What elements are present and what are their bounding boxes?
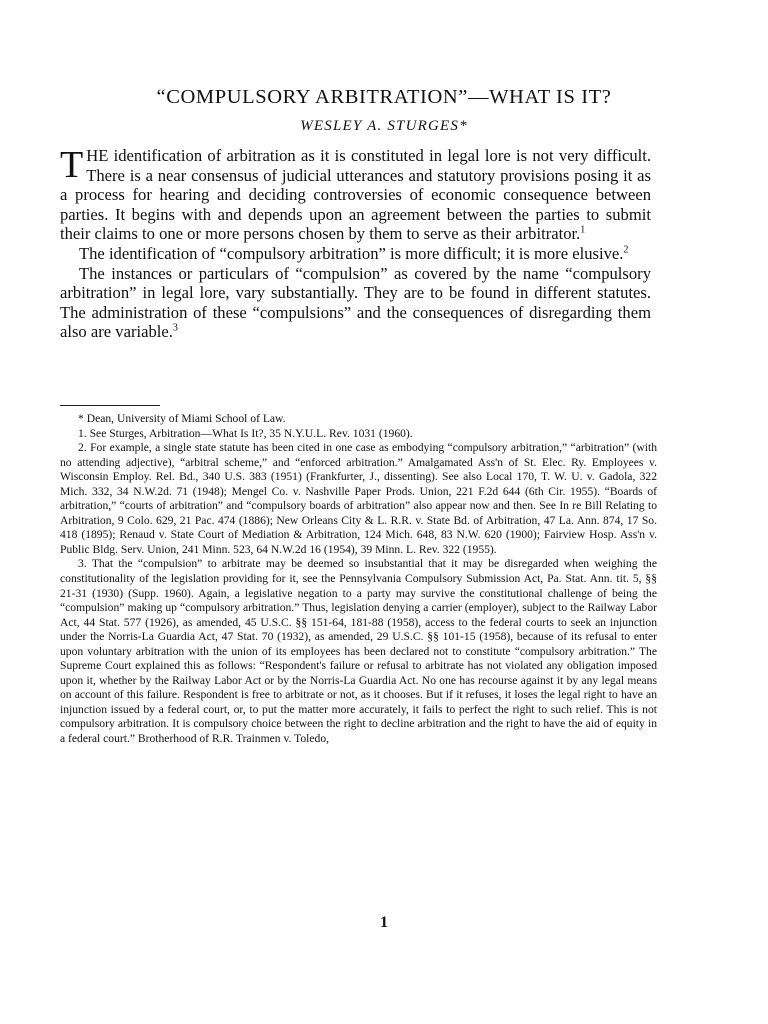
footnote-1: 1. See Sturges, Arbitration—What Is It?, 35 N.Y.U.L. Rev. 1031 (1960). [78, 426, 413, 440]
paragraph-2-text: The identification of “compulsory arbitration” is more difficult; it is more elusive. [79, 243, 624, 263]
paragraph-3-text: The instances or particulars of “compulsion” as covered by the name “compulsory arbitration” in legal lore, vary substantially. They are to be found in different statutes. The administration of these “compulsions” and the consequences of disregarding them also are variable. [60, 263, 651, 342]
footnote-divider [60, 405, 160, 406]
drop-cap: T [60, 144, 84, 186]
footnote-2: 2. For example, a single state statute has been cited in one case as embodying “compulsory arbitration,” “arbitration” (with no attending adjective), “arbitral scheme,” and “enforced arbitration.” Amalgamated Ass'n of St. Elec. Ry. Employees v. Wisconsin Employ. Rel. Bd., 340 U.S. 383 (1951) (Frankfurter, J., dissenting). See also Local 170, T. W. U. v. Gadola, 322 Mich. 332, 34 N.W.2d. 71 (1948); Mengel Co. v. Nashville Paper Prods. Union, 221 F.2d 644 (6th Cir. 1955). “Boards of arbitration,” “courts of arbitration” and “compulsory boards of arbitration” also appear now and then. See In re Bill Relating to Arbitration, 9 Colo. 629, 21 Pac. 474 (1886); New Orleans City & L. R.R. v. State Bd. of Arbitration, 47 La. Ann. 874, 17 So. 418 (1895); Renaud v. State Court of Mediation & Arbitration, 124 Mich. 648, 83 N.W. 620 (1900); Fairview Hosp. Ass'n v. Public Bldg. Serv. Union, 241 Minn. 523, 64 N.W.2d 16 (1954), 39 Minn. L. Rev. 322 (1955). [60, 441, 657, 556]
footnote-ref-3: 3 [172, 322, 178, 334]
page-number: 1 [380, 914, 388, 931]
body-paragraph-3 [60, 264, 651, 342]
article-title: “COMPULSORY ARBITRATION”—WHAT IS IT? [156, 86, 612, 108]
footnote-3: 3. That the “compulsion” to arbitrate may be deemed so insubstantial that it may be disregarded when weighing the constitutionality of the legislation providing for it, see the Pennsylvania Compulsory Submission Act, Pa. Stat. Ann. tit. 5, §§ 21-31 (1930) (Supp. 1960). Again, a legislative negation to a party may survive the constitutional challenge of being the “compulsion” making up “compulsory arbitration.” Thus, legislation denying a carrier (employer), subject to the Railway Labor Act, 44 Stat. 577 (1926), as amended, 45 U.S.C. §§ 151-64, 181-88 (1958), access to the federal courts to seek an injunction under the Norris-La Guardia Act, 47 Stat. 70 (1932), as amended, 29 U.S.C. §§ 101-15 (1958), because of its refusal to enter upon voluntary arbitration with the union of its employees has been declared not to constitute “compulsory arbitration.” The Supreme Court explained this as follows: “Respondent's failure or refusal to arbitrate has not violated any obligation imposed upon it, whether by the Railway Labor Act or by the Norris-La Guardia Act. No one has recourse against it by any legal means on account of this failure. Respondent is free to arbitrate or not, as it chooses. But if it refuses, it loses the legal right to have an injunction issued by a federal court, or, to put the matter more accurately, it fails to perfect the right to such relief. This is not compulsory arbitration. It is compulsory choice between the right to decline arbitration and the right to have the aid of equity in a federal court.” Brotherhood of R.R. Trainmen v. Toledo, [60, 557, 657, 746]
body-paragraph-1 [60, 146, 651, 244]
body-paragraph-2 [60, 244, 651, 264]
article-author: WESLEY A. STURGES* [300, 118, 468, 134]
footnote-ref-1: 1 [580, 224, 586, 236]
article-body [60, 146, 651, 342]
footnote-ref-2: 2 [623, 244, 629, 256]
footnote-star: * Dean, University of Miami School of Law. [78, 412, 286, 425]
footnotes [60, 412, 657, 747]
paragraph-1-text: HE identification of arbitration as it is constituted in legal lore is not very difficult. There is a near consensus of judicial utterances and statutory provisions posing it as a process for hearing and deciding controversies of economic consequence between parties. It begins with and depends upon an agreement between the parties to submit their claims to one or more persons chosen by them to serve as their arbitrator. [60, 146, 651, 244]
